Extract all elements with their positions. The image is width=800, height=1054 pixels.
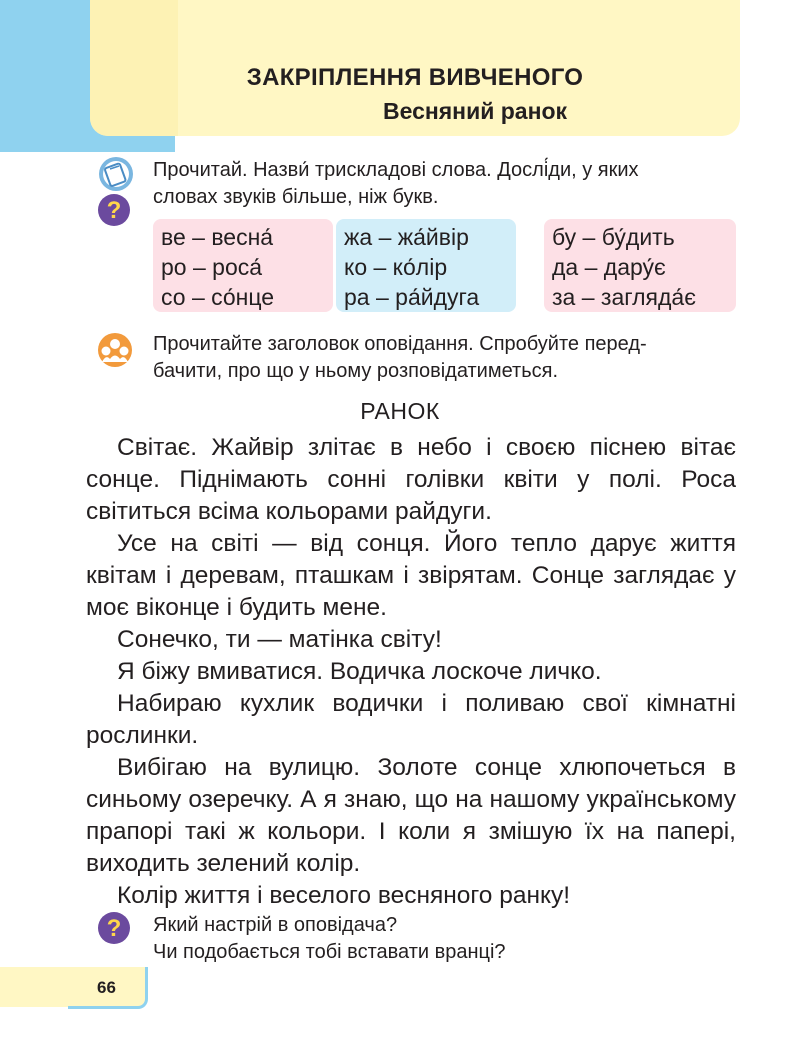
story-text [86,432,736,912]
page-number: 66 [68,967,148,1009]
story-paragraph: Сонечко, ти — матінка світу! [117,626,442,653]
svg-text:?: ? [106,197,122,224]
question-icon [97,193,131,227]
syllable-row: жа – жа́йвір [344,224,469,250]
question-icon [97,911,131,945]
story-paragraph: Вибігаю на вулицю. Золоте сонце хлюпочеться в синьому озеречку. А я знаю, що на нашому українському прапорі такі ж кольори. І коли я змішую їх на папері, виходить зелений колір. [86,754,736,877]
task2-instruction: Прочитайте заголовок оповідання. Спробуйте перед- бачити, про що у ньому розповідатиметься. [153,333,647,382]
syllable-box-1 [153,219,333,312]
lesson-subtitle: Весняний ранок [382,98,568,124]
syllable-row: за – загляда́є [552,284,696,310]
syllable-row: бу – бу́дить [552,224,675,250]
svg-text:?: ? [106,915,122,942]
syllable-row: ко – ко́лір [344,254,448,280]
syllable-row: ве – весна́ [161,224,274,250]
question-item: Чи подобається тобі вставати вранці? [153,941,506,963]
task1-instruction: Прочитай. Назви́ трискладові слова. Дослі́ди, у яких словах звуків більше, ніж букв. [153,159,639,208]
syllable-row: ра – ра́йдуга [344,284,480,310]
page-title: ЗАКРІПЛЕННЯ ВИВЧЕНОГО [246,64,584,91]
story-paragraph: Світає. Жайвір злітає в небо і своєю піснею вітає сонце. Піднімають сонні голівки квіти у полі. Роса світиться всіма кольорами райдуги. [86,434,736,525]
book-icon [97,156,135,192]
syllable-box-2 [336,219,516,312]
syllable-box-3 [544,219,736,312]
group-icon [97,332,133,368]
story-paragraph: Усе на світі — від сонця. Його тепло дарує життя квітам і деревам, пташкам і звірятам. Сонце заглядає у моє віконце і будить мене. [86,530,736,621]
story-title: РАНОК [360,398,440,424]
syllable-row: ро – роса́ [161,254,263,280]
questions [153,912,506,966]
question-item: Який настрій в оповідача? [153,914,398,936]
story-paragraph: Колір життя і веселого весняного ранку! [117,882,571,909]
story-paragraph: Я біжу вмиватися. Водичка лоскоче личко. [117,658,602,685]
syllable-row: да – дару́є [552,254,666,280]
syllable-row: со – со́нце [161,284,275,310]
story-paragraph: Набираю кухлик водички і поливаю свої кімнатні рослинки. [86,690,736,749]
